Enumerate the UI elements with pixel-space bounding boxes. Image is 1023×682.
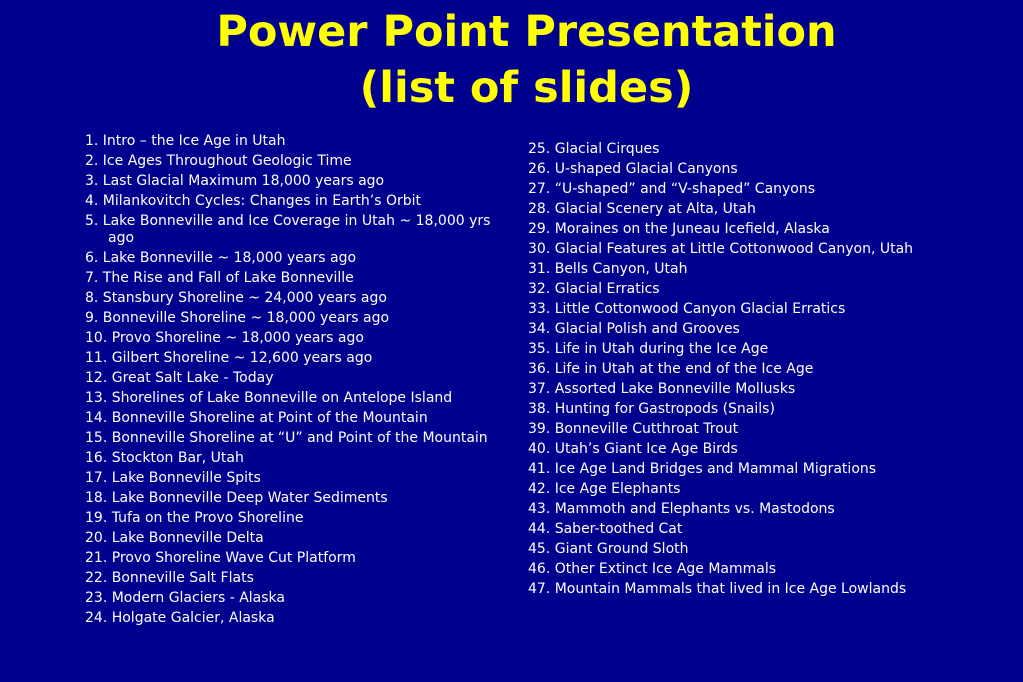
slide-list-item: 46. Other Extinct Ice Age Mammals <box>528 561 777 577</box>
slide-list-item: 45. Giant Ground Sloth <box>528 541 689 557</box>
slide-list-item: 19. Tufa on the Provo Shoreline <box>85 510 304 526</box>
slide-title-line-1: Power Point Presentation <box>216 7 837 57</box>
slide-list-item: 25. Glacial Cirques <box>528 141 660 157</box>
slide-list-item: 14. Bonneville Shoreline at Point of the Mountain <box>85 410 428 426</box>
slide-list-item: 20. Lake Bonneville Delta <box>85 530 264 546</box>
slide-list-item: 1. Intro – the Ice Age in Utah <box>85 133 286 149</box>
slide-list-item: 5. Lake Bonneville and Ice Coverage in Utah ~ 18,000 yrs ago <box>85 213 491 246</box>
slide-list-item: 29. Moraines on the Juneau Icefield, Alaska <box>528 221 830 237</box>
slide-list-item: 2. Ice Ages Throughout Geologic Time <box>85 153 352 169</box>
slide-list-item: 33. Little Cottonwood Canyon Glacial Erratics <box>528 301 846 317</box>
slide-list-item: 44. Saber-toothed Cat <box>528 521 683 537</box>
slide-list-item: 18. Lake Bonneville Deep Water Sediments <box>85 490 388 506</box>
slide-title-line-2: (list of slides) <box>359 63 694 113</box>
slide-list-item: 23. Modern Glaciers - Alaska <box>85 590 285 606</box>
slide-list-item: 7. The Rise and Fall of Lake Bonneville <box>85 270 354 286</box>
slide-list-item: 8. Stansbury Shoreline ~ 24,000 years ago <box>85 290 387 306</box>
slide-list-item: 34. Glacial Polish and Grooves <box>528 321 740 337</box>
slide-list-item: 35. Life in Utah during the Ice Age <box>528 341 769 357</box>
slide-title <box>0 4 1023 116</box>
slide-list-item: 37. Assorted Lake Bonneville Mollusks <box>528 381 796 397</box>
slide-list-item: 17. Lake Bonneville Spits <box>85 470 261 486</box>
slide-list-item: 32. Glacial Erratics <box>528 281 660 297</box>
slide-list-item: 21. Provo Shoreline Wave Cut Platform <box>85 550 356 566</box>
slide-list-item: 41. Ice Age Land Bridges and Mammal Migrations <box>528 461 877 477</box>
slide-list-item: 27. “U-shaped” and “V-shaped” Canyons <box>528 181 816 197</box>
slide-list-item: 24. Holgate Galcier, Alaska <box>85 610 275 626</box>
slide-list-item: 4. Milankovitch Cycles: Changes in Earth’s Orbit <box>85 193 422 209</box>
slide-list-item: 22. Bonneville Salt Flats <box>85 570 254 586</box>
slide-list-item: 13. Shorelines of Lake Bonneville on Antelope Island <box>85 390 453 406</box>
slide-list-item: 6. Lake Bonneville ~ 18,000 years ago <box>85 250 357 266</box>
slide-list-item: 31. Bells Canyon, Utah <box>528 261 688 277</box>
slide-list-item: 9. Bonneville Shoreline ~ 18,000 years ago <box>85 310 390 326</box>
slide-list-item: 42. Ice Age Elephants <box>528 481 681 497</box>
slide-list-item: 39. Bonneville Cutthroat Trout <box>528 421 739 437</box>
slide-list-item: 43. Mammoth and Elephants vs. Mastodons <box>528 501 835 517</box>
slide-list-item: 12. Great Salt Lake - Today <box>85 370 274 386</box>
slide-list-item: 11. Gilbert Shoreline ~ 12,600 years ago <box>85 350 373 366</box>
slide-list-right <box>528 141 923 601</box>
slide-list-item: 3. Last Glacial Maximum 18,000 years ago <box>85 173 385 189</box>
slide-list-item: 10. Provo Shoreline ~ 18,000 years ago <box>85 330 364 346</box>
slide-list-item: 40. Utah’s Giant Ice Age Birds <box>528 441 738 457</box>
slide-list-item: 36. Life in Utah at the end of the Ice Age <box>528 361 814 377</box>
slide-list-item: 30. Glacial Features at Little Cottonwood Canyon, Utah <box>528 241 914 257</box>
slide-list-item: 26. U-shaped Glacial Canyons <box>528 161 738 177</box>
slide-list-item: 16. Stockton Bar, Utah <box>85 450 244 466</box>
slide-list-item: 15. Bonneville Shoreline at “U” and Point of the Mountain <box>85 430 488 446</box>
slide-list-item: 38. Hunting for Gastropods (Snails) <box>528 401 775 417</box>
slide-list-item: 47. Mountain Mammals that lived in Ice Age Lowlands <box>528 581 907 597</box>
slide-list-left <box>85 133 505 630</box>
slide-list-item: 28. Glacial Scenery at Alta, Utah <box>528 201 756 217</box>
